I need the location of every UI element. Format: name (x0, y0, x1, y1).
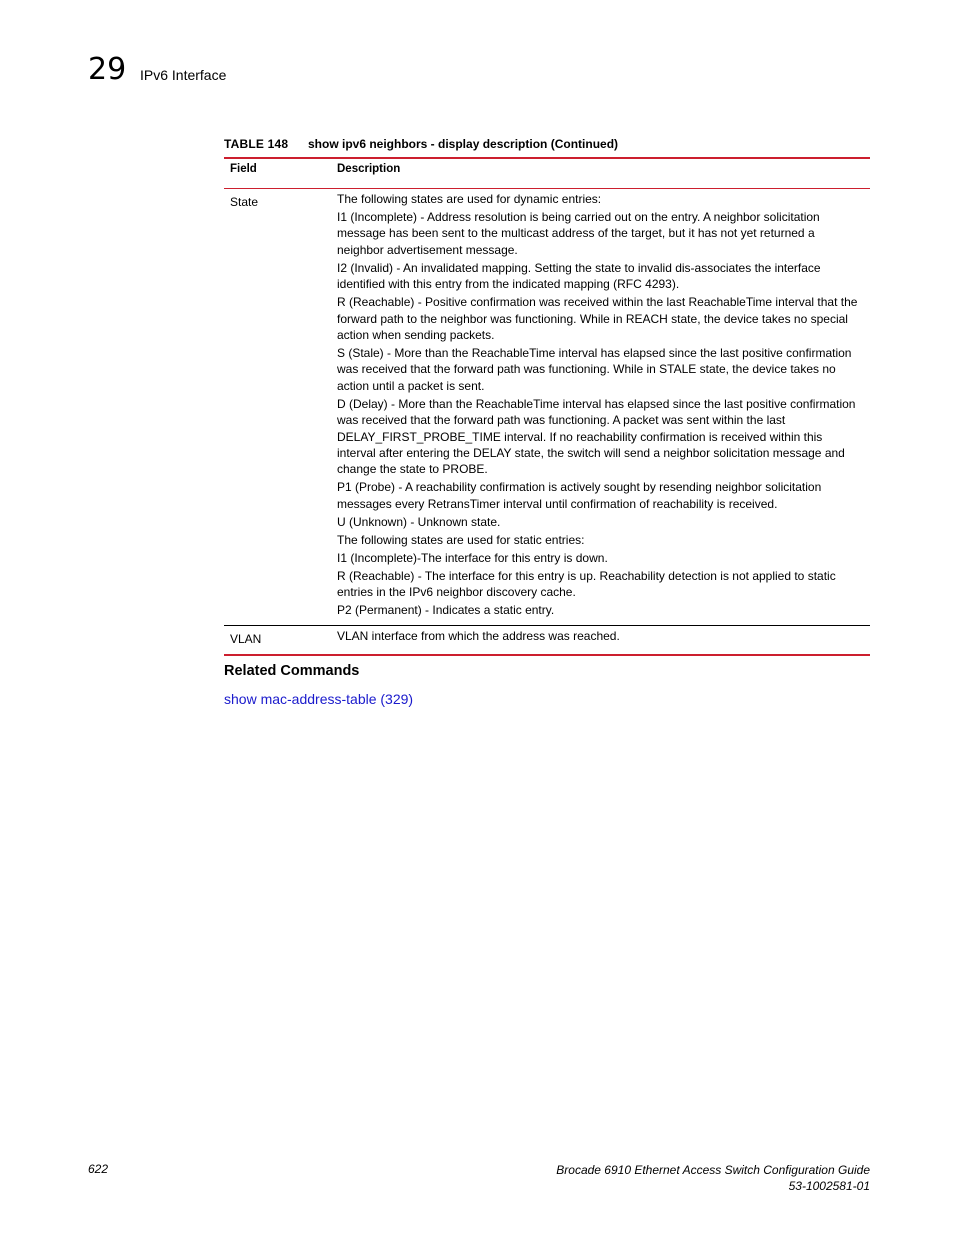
field-cell: VLAN (230, 632, 262, 647)
table-caption (224, 136, 618, 152)
table-label: TABLE 148 (224, 137, 289, 151)
description-paragraph: VLAN interface from which the address was reached. (337, 629, 620, 644)
guide-title: Brocade 6910 Ethernet Access Switch Configuration Guide (556, 1163, 870, 1177)
description-cell (337, 628, 870, 647)
description-paragraph: S (Stale) - More than the ReachableTime interval has elapsed since the last positive confirmation was received that the forward path was functioning. While in STALE state, the device takes no action until a packet is sent. (337, 346, 852, 393)
description-paragraph: R (Reachable) - Positive confirmation was received within the last ReachableTime interval that the forward path to the neighbor was functioning. While in REACH state, the device takes no special action when sending packets. (337, 295, 858, 343)
related-commands-heading: Related Commands (224, 663, 360, 679)
description-paragraph: U (Unknown) - Unknown state. (337, 514, 501, 529)
chapter-title: IPv6 Interface (140, 67, 227, 83)
description-cell (337, 191, 870, 620)
description-paragraph: I1 (Incomplete) - Address resolution is being carried out on the entry. A neighbor solicitation message has been sent to the multicast address of the target, but it has not yet returned a neighbor advertisement message. (337, 210, 820, 257)
table-bottom-rule (224, 654, 870, 656)
related-command-link[interactable]: show mac-address-table (329) (224, 691, 414, 707)
description-paragraph: The following states are used for dynamic entries: (337, 192, 602, 206)
page-number: 622 (88, 1162, 109, 1176)
column-header-field: Field (230, 163, 257, 175)
description-paragraph: The following states are used for static entries: (337, 532, 585, 547)
footer (556, 1162, 870, 1194)
description-paragraph: P2 (Permanent) - Indicates a static entry. (337, 603, 555, 618)
description-paragraph: I1 (Incomplete)-The interface for this entry is down. (337, 550, 608, 565)
description-paragraph: R (Reachable) - The interface for this entry is up. Reachability detection is not applied to static entries in the IPv6 neighbor discovery cache. (337, 568, 836, 600)
description-paragraph: I2 (Invalid) - An invalidated mapping. Setting the state to invalid dis-associates the interface identified with this entry from the indicated mapping (RFC 4293). (337, 260, 821, 292)
field-cell: State (230, 195, 259, 209)
table-title: show ipv6 neighbors - display description (Continued) (308, 137, 619, 151)
chapter-number: 29 (88, 52, 127, 87)
table-header-row (224, 159, 870, 188)
document-number: 53-1002581-01 (788, 1179, 870, 1193)
column-header-description: Description (337, 163, 401, 175)
table-row (224, 626, 870, 653)
description-paragraph: D (Delay) - More than the ReachableTime interval has elapsed since the last positive confirmation was received that the forward path was functioning. A packet was sent within the last DELAY_FIRST_PROBE_TIME interval. If no reachability confirmation is received within this interval after entering the DELAY state, the switch will send a neighbor solicitation message and change the state to PROBE. (337, 396, 856, 477)
description-paragraph: P1 (Probe) - A reachability confirmation is actively sought by resending neighbor solicitation messages every RetransTimer interval until confirmation of reachability is received. (337, 480, 822, 511)
description-table (224, 157, 870, 656)
table-row (224, 189, 870, 625)
